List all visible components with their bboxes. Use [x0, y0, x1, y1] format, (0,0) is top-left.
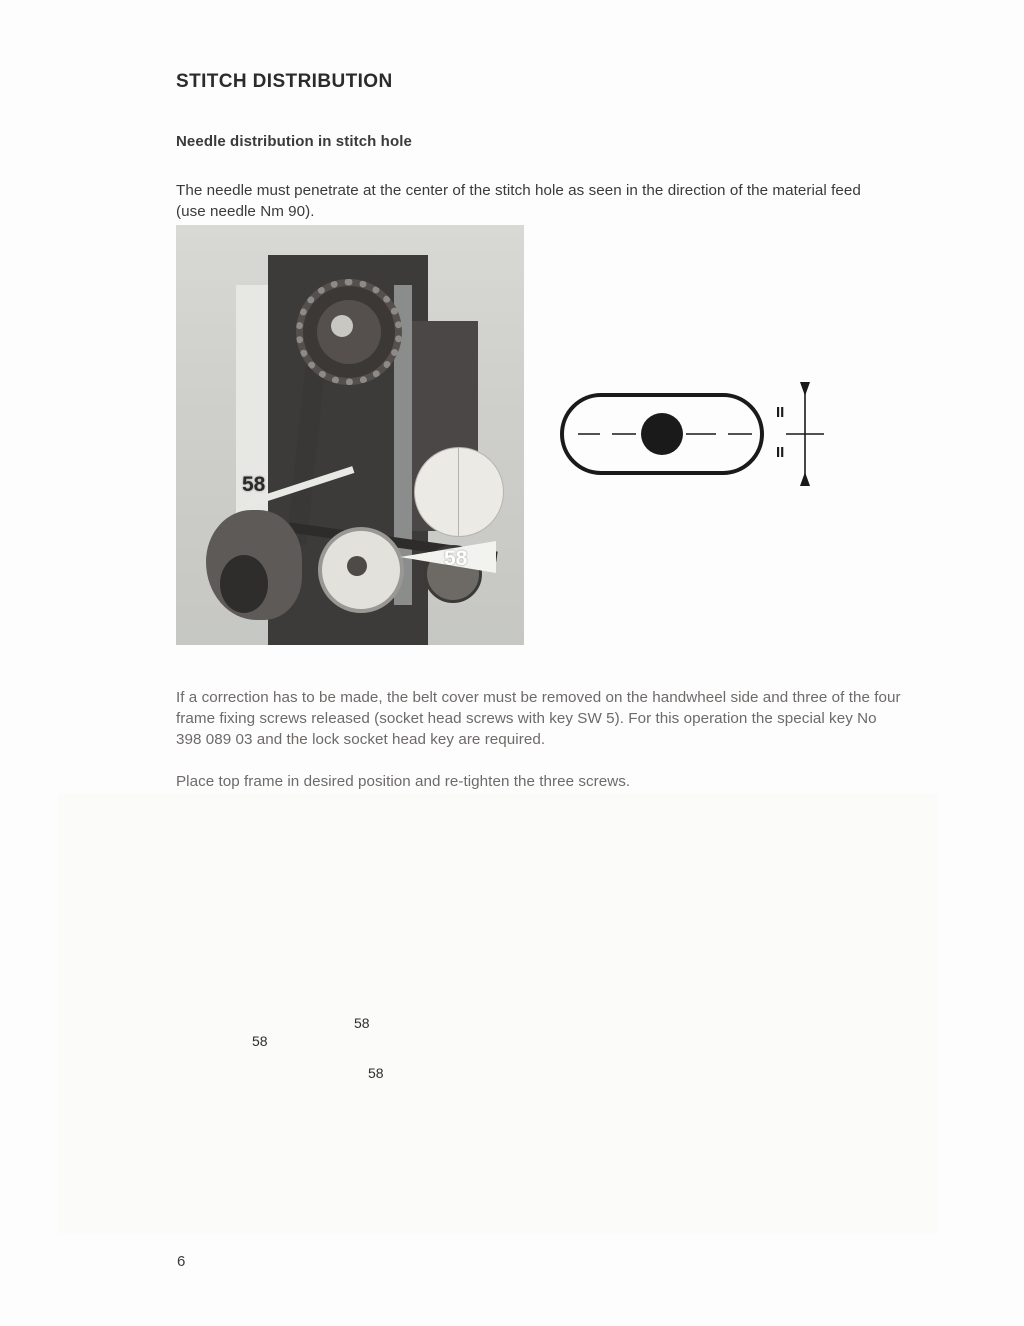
drawing-background	[58, 793, 938, 1233]
schematic-mark-lower: II	[776, 444, 785, 461]
stitch-hole-schematic	[540, 360, 840, 510]
drawing-screw-label-3: 58	[368, 1065, 384, 1081]
correction-paragraph: If a correction has to be made, the belt cover must be removed on the handwheel side and three of the four frame fixing screws released (socket head screws with key SW 5). For this operation the special key No 398 089 03 and the lock socket head key are required.	[176, 689, 901, 749]
schematic-mark-upper: II	[776, 404, 785, 421]
section-subtitle: Needle distribution in stitch hole	[176, 133, 412, 151]
photo-callout-label-2: 58	[444, 547, 468, 570]
place-frame-paragraph: Place top frame in desired position and re-tighten the three screws.	[176, 773, 631, 791]
photo-callout-label-1: 58	[242, 473, 266, 496]
frame-screws-drawing	[58, 793, 938, 1233]
page-title: STITCH DISTRIBUTION	[176, 70, 393, 92]
drawing-screw-label-1: 58	[252, 1033, 268, 1049]
dimension-arrow-bottom	[800, 472, 810, 486]
photo-lower-wheel-hub	[347, 556, 367, 576]
photo-disc	[414, 447, 504, 537]
needle-point	[641, 413, 683, 455]
intro-paragraph: The needle must penetrate at the center of the stitch hole as seen in the direction of the material feed (use needle Nm 90).	[176, 182, 861, 221]
photo-hand-shadow	[220, 555, 268, 613]
drawing-screw-label-2: 58	[354, 1015, 370, 1031]
dimension-arrow-top	[800, 382, 810, 396]
machine-photo-figure	[176, 225, 524, 645]
photo-pulley-hub	[331, 315, 353, 337]
page-number: 6	[177, 1253, 186, 1270]
